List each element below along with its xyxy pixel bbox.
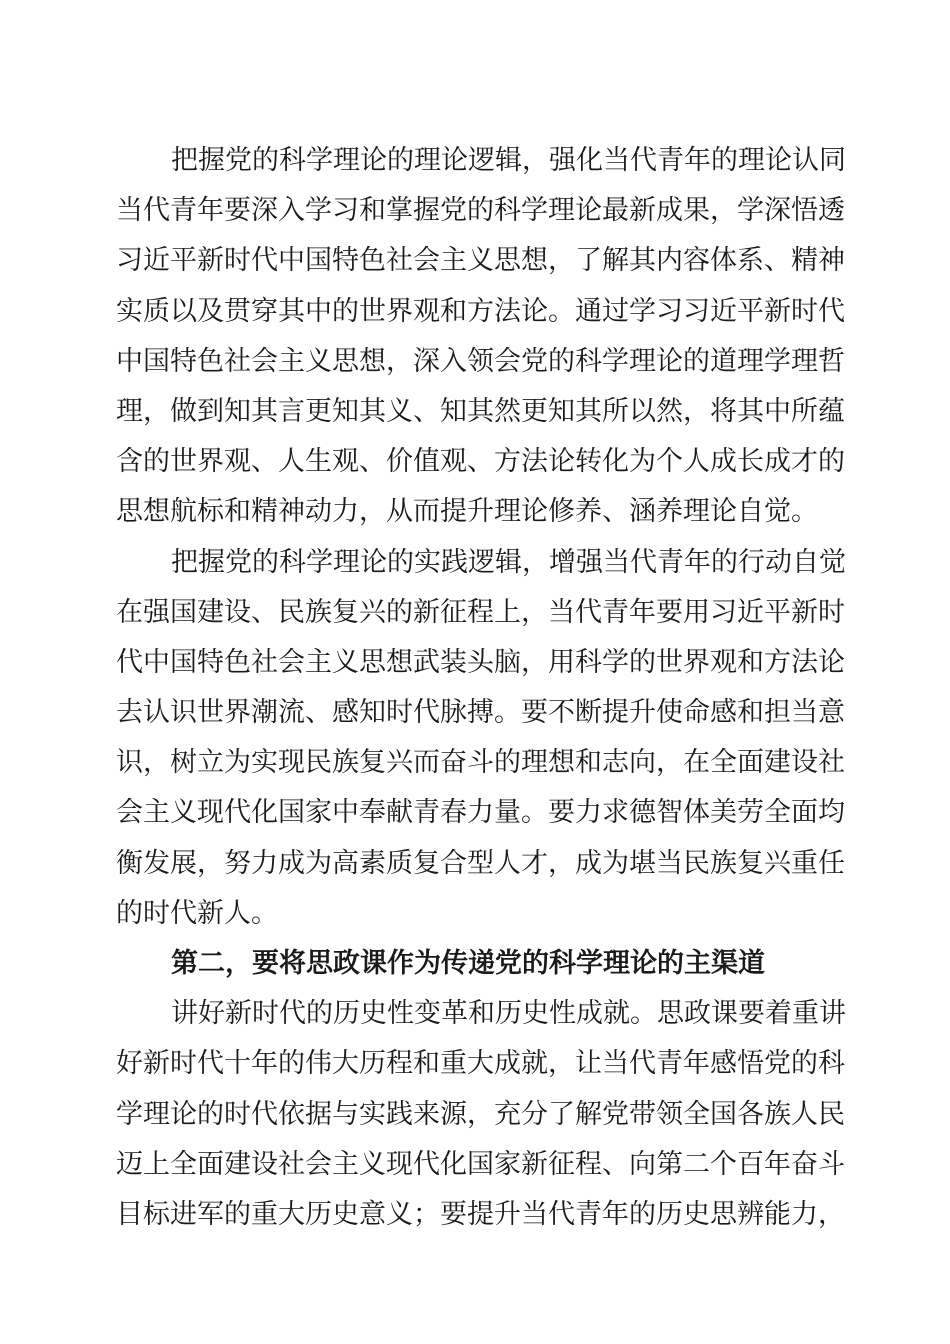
text-line: 衡发展，努力成为高素质复合型人才，成为堪当民族复兴重任 — [116, 847, 845, 879]
text-line: 学理论的时代依据与实践来源，充分了解党带领全国各族人民 — [116, 1098, 845, 1130]
text-line: 当代青年要深入学习和掌握党的科学理论最新成果，学深悟透 — [116, 195, 845, 227]
text-line: 目标进军的重大历史意义；要提升当代青年的历史思辨能力， — [116, 1198, 845, 1230]
text-line: 习近平新时代中国特色社会主义思想，了解其内容体系、精神 — [116, 245, 845, 277]
text-line: 的时代新人。 — [116, 897, 278, 929]
text-line: 识，树立为实现民族复兴而奋斗的理想和志向，在全面建设社 — [116, 747, 845, 779]
paragraph-heading-line: 把握党的科学理论的实践逻辑，增强当代青年的行动自觉 — [171, 546, 846, 578]
text-line: 理，做到知其言更知其义、知其然更知其所以然，将其中所蕴 — [116, 395, 845, 427]
paragraph-heading-line: 讲好新时代的历史性变革和历史性成就。思政课要着重讲 — [171, 998, 846, 1030]
text-line: 中国特色社会主义思想，深入领会党的科学理论的道理学理哲 — [116, 345, 845, 377]
text-line: 去认识世界潮流、感知时代脉搏。要不断提升使命感和担当意 — [116, 697, 845, 729]
paragraph-heading-line: 把握党的科学理论的理论逻辑，强化当代青年的理论认同 — [171, 145, 846, 176]
body-text — [116, 136, 846, 1240]
text-line: 实质以及贯穿其中的世界观和方法论。通过学习习近平新时代 — [116, 295, 845, 327]
section-heading: 第二，要将思政课作为传递党的科学理论的主渠道 — [171, 948, 765, 979]
text-line: 含的世界观、人生观、价值观、方法论转化为个人成长成才的 — [116, 446, 845, 478]
text-line: 好新时代十年的伟大历程和重大成就，让当代青年感悟党的科 — [116, 1048, 845, 1080]
text-line: 在强国建设、民族复兴的新征程上，当代青年要用习近平新时 — [116, 596, 845, 628]
text-line: 会主义现代化国家中奉献青春力量。要力求德智体美劳全面均 — [116, 797, 845, 829]
text-line: 代中国特色社会主义思想武装头脑，用科学的世界观和方法论 — [116, 646, 845, 678]
text-line: 思想航标和精神动力，从而提升理论修养、涵养理论自觉。 — [116, 496, 818, 528]
text-line: 迈上全面建设社会主义现代化国家新征程、向第二个百年奋斗 — [116, 1148, 845, 1180]
